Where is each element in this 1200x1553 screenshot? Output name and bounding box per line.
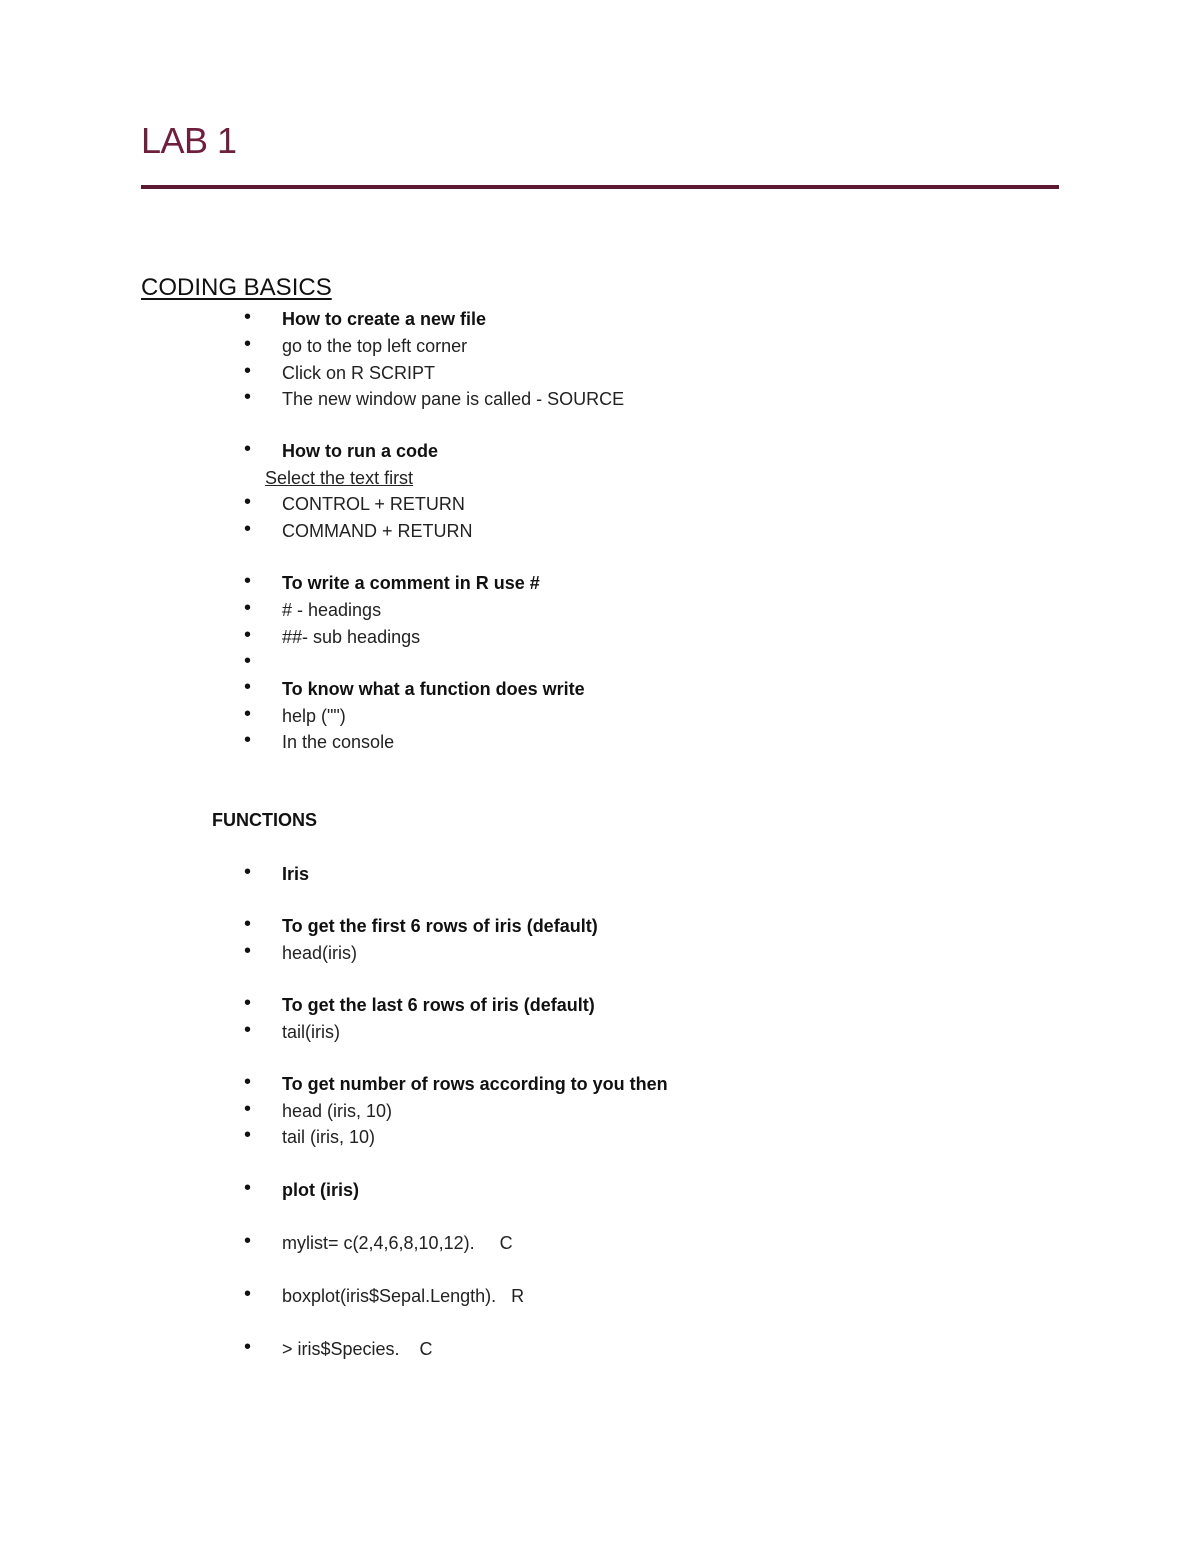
run-code-note: Select the text first [265,468,414,488]
list-item-text: Iris [282,864,310,884]
list-item-text: To write a comment in R use # [282,573,540,593]
bullet-icon: • [244,386,252,408]
bullet-icon: • [244,491,252,513]
list-item-text: head(iris) [282,943,358,963]
list-item-text: tail(iris) [282,1022,340,1042]
list-item-text: Click on R SCRIPT [282,363,436,383]
section-heading-functions: FUNCTIONS [212,810,317,830]
bullet-icon: • [244,992,252,1014]
list-item-text: To get number of rows according to you then [282,1074,668,1094]
bullet-icon: • [244,1019,252,1041]
list-item-text: help ("") [282,706,346,726]
list-item-text: ##- sub headings [282,627,421,647]
title-divider [141,185,1059,189]
list-item-text: To get the last 6 rows of iris (default) [282,995,595,1015]
list-item-text: # - headings [282,600,382,620]
list-item-text: go to the top left corner [282,336,468,356]
bullet-icon: • [244,1230,252,1252]
list-item-text: > iris$Species. C [282,1339,433,1359]
bullet-icon: • [244,333,252,355]
bullet-icon: • [244,703,252,725]
list-item-text: plot (iris) [282,1180,359,1200]
bullet-icon: • [244,1336,252,1358]
bullet-icon: • [244,729,252,751]
bullet-icon: • [244,306,252,328]
bullet-icon: • [244,570,252,592]
list-item-text: mylist= c(2,4,6,8,10,12). C [282,1233,513,1253]
bullet-icon: • [244,360,252,382]
bullet-icon: • [244,518,252,540]
bullet-icon: • [244,1283,252,1305]
bullet-icon: • [244,1124,252,1146]
list-item-text: To get the first 6 rows of iris (default) [282,916,598,936]
list-item-text: boxplot(iris$Sepal.Length). R [282,1286,525,1306]
bullet-icon: • [244,940,252,962]
page-title: LAB 1 [141,120,237,161]
bullet-icon: • [244,1177,252,1199]
list-item-text: To know what a function does write [282,679,585,699]
bullet-icon: • [244,438,252,460]
list-item-text: How to run a code [282,441,439,461]
list-item-text: head (iris, 10) [282,1101,393,1121]
list-item-text: COMMAND + RETURN [282,521,473,541]
bullet-icon: • [244,913,252,935]
bullet-icon: • [244,650,252,672]
bullet-icon: • [244,597,252,619]
list-item-text: In the console [282,732,395,752]
list-item-text: tail (iris, 10) [282,1127,376,1147]
bullet-icon: • [244,624,252,646]
list-item-text: The new window pane is called - SOURCE [282,389,625,409]
list-item-text: CONTROL + RETURN [282,494,465,514]
bullet-icon: • [244,861,252,883]
bullet-icon: • [244,1071,252,1093]
section-heading-coding-basics: CODING BASICS [141,274,332,301]
list-item-text: How to create a new file [282,309,487,329]
bullet-icon: • [244,676,252,698]
bullet-icon: • [244,1098,252,1120]
